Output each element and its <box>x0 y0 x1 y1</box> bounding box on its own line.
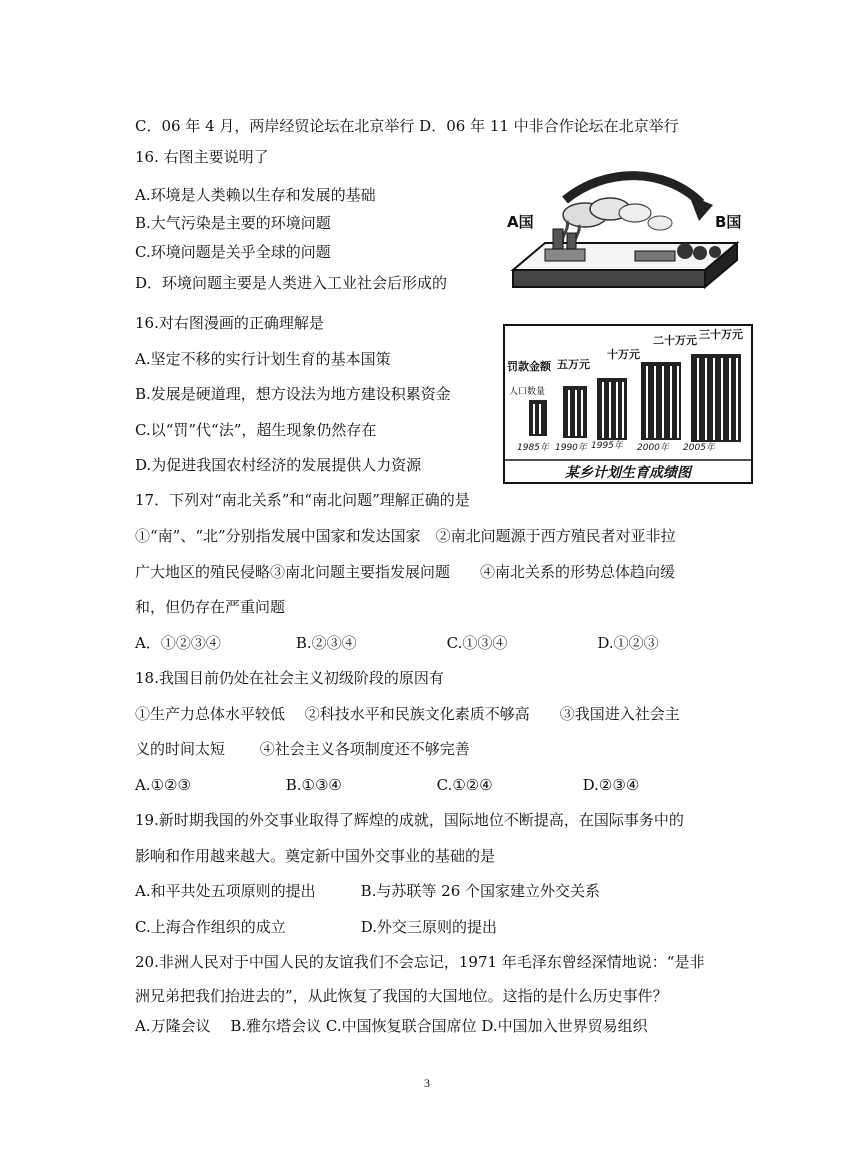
text-line: 和，但仍存在严重问题 <box>135 598 286 616</box>
question-16-stem: 16. 右图主要说明了 <box>135 148 269 166</box>
option-line: B.发展是硬道理，想方设法为地方建设积累资金 <box>135 385 451 403</box>
amount-label: 五万元 <box>557 358 590 371</box>
year-label: 2000年 <box>637 443 669 453</box>
fine-amount-label: 罚款金额 <box>507 360 551 373</box>
pollution-cartoon <box>505 165 745 315</box>
option-line: C.环境问题是关乎全球的问题 <box>135 243 331 261</box>
country-b-label: B国 <box>715 213 742 231</box>
question-17-stem: 17．下列对“南北关系”和“南北问题”理解正确的是 <box>135 491 470 509</box>
text-line: ①生产力总体水平较低 ②科技水平和民族文化素质不够高 ③我国进入社会主 <box>135 705 680 723</box>
year-label: 1995年 <box>591 441 623 451</box>
amount-label: 三十万元 <box>699 328 743 341</box>
question-16b-stem: 16.对右图漫画的正确理解是 <box>135 314 324 332</box>
option-line: A.坚定不移的实行计划生育的基本国策 <box>135 350 391 368</box>
text-line: 广大地区的殖民侵略③南北问题主要指发展问题 ④南北关系的形势总体趋向缓 <box>135 563 676 581</box>
option-line: A.环境是人类赖以生存和发展的基础 <box>135 186 376 204</box>
question-18-stem: 18.我国目前仍处在社会主义初级阶段的原因有 <box>135 669 444 687</box>
option-line: C.上海合作组织的成立 D.外交三原则的提出 <box>135 918 497 936</box>
answer-options: A.万隆会议 B.雅尔塔会议 C.中国恢复联合国席位 D.中国加入世界贸易组织 <box>135 1017 648 1035</box>
population-label: 人口数量 <box>509 387 546 397</box>
family-planning-cartoon <box>503 324 753 484</box>
question-20-stem: 20.非洲人民对于中国人民的友谊我们不会忘记，1971 年毛泽东曾经深情地说：“是非 <box>135 953 705 971</box>
question-19-stem: 19.新时期我国的外交事业取得了辉煌的成就，国际地位不断提高，在国际事务中的 <box>135 811 684 829</box>
page-number: 3 <box>424 1076 430 1090</box>
amount-label: 十万元 <box>607 348 640 361</box>
answer-options: A.①②③ B.①③④ C.①②④ D.②③④ <box>135 776 640 794</box>
year-label: 2005年 <box>683 443 715 453</box>
cartoon-title: 某乡计划生育成绩图 <box>565 465 691 481</box>
option-line: C.以“罚”代“法”，超生现象仍然存在 <box>135 421 377 439</box>
text-line: 影响和作用越来越大。奠定新中国外交事业的基础的是 <box>135 847 496 865</box>
option-line: D.为促进我国农村经济的发展提供人力资源 <box>135 456 422 474</box>
answer-options: A．①②③④ B.②③④ C.①③④ D.①②③ <box>135 634 659 652</box>
year-label: 1990年 <box>555 443 587 453</box>
text-line: ①“南”、“北”分别指发展中国家和发达国家 ②南北问题源于西方殖民者对亚非拉 <box>135 527 676 545</box>
option-line: A.和平共处五项原则的提出 B.与苏联等 26 个国家建立外交关系 <box>135 882 601 900</box>
option-line: B.大气污染是主要的环境问题 <box>135 214 331 232</box>
text-line: 洲兄弟把我们抬进去的”，从此恢复了我国的大国地位。这指的是什么历史事件？ <box>135 987 668 1005</box>
text-line: C．06 年 4 月，两岸经贸论坛在北京举行 D．06 年 11 中非合作论坛在北京举行 <box>135 117 679 135</box>
text-line: 义的时间太短 ④社会主义各项制度还不够完善 <box>135 740 470 758</box>
option-line: D．环境问题主要是人类进入工业社会后形成的 <box>135 274 448 292</box>
year-label: 1985年 <box>517 443 549 453</box>
country-a-label: A国 <box>507 213 534 231</box>
amount-label: 二十万元 <box>653 334 697 347</box>
